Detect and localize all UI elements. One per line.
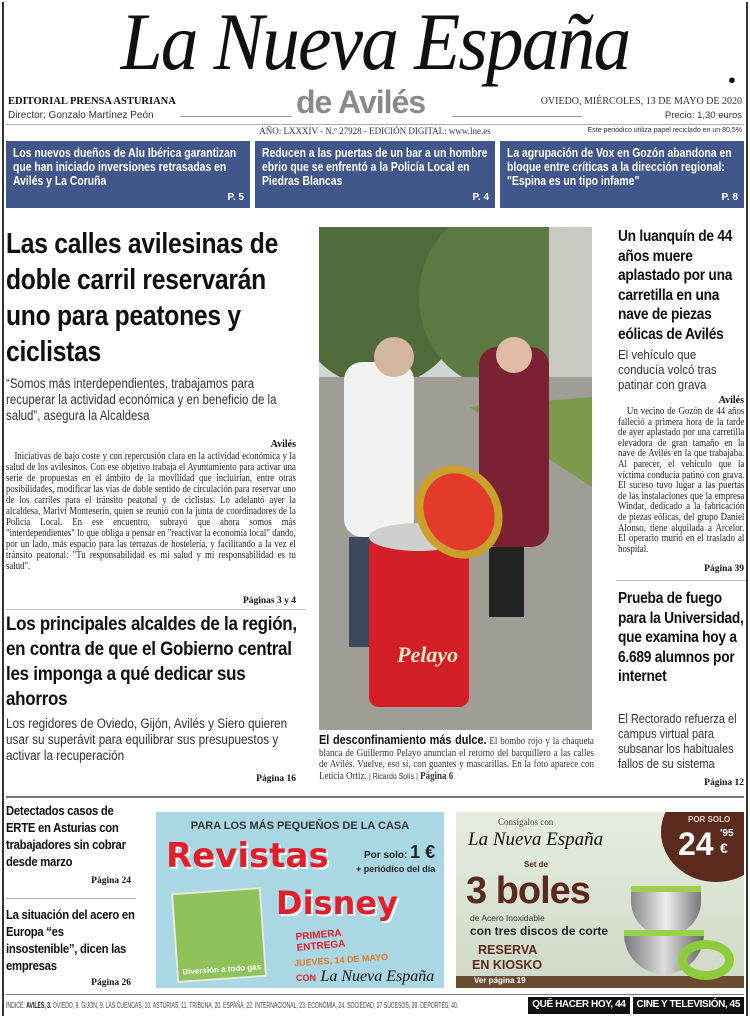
bowl-image	[631, 886, 701, 936]
teaser-bar[interactable]	[255, 141, 495, 208]
teaser-text: Reducen a las puertas de un bar a un hombre ebrio que se enfrentó a la Policía Local en Piedras Blancas	[262, 145, 488, 188]
publisher: EDITORIAL PRENSA ASTURIANA	[8, 96, 176, 107]
ad-boles-reserve1: RESERVA	[478, 943, 538, 957]
ad-disney-top: PARA LOS MÁS PEQUEÑOS DE LA CASA	[190, 820, 410, 832]
lead-pages[interactable]: Páginas 3 y 4	[242, 596, 296, 606]
brief-acero-headline[interactable]: La situación del acero en Europa “es insostenible”, dicen las empresas	[6, 907, 135, 973]
ad-disney-with: CON	[296, 973, 316, 983]
teaser-page: P. 4	[472, 192, 489, 203]
rule	[616, 580, 746, 581]
ad-boles-reserve2: EN KIOSKO	[472, 958, 543, 972]
lead-body: Iniciativas de bajo coste y con repercusión clara en la actividad económica y la salud de los avilesinos. Con ese objetivo trabaja el Ayuntamiento para activar una serie de propuestas en el ámbito de la movilidad que incluirían, entre otras posibilidades, modificar las vías de doble sentido de circulación para reservar uno de los carriles para el tránsito peatonal y de ciclistas. Lo adelantó ayer la alcaldesa, Mariví Monteserín, quien se reunió con la junta de coordinadores de la Policía Local. En ese encuentro, subrayó que ahora somos más "interdependientes" lo que obliga a pensar en "reactivar la economía local" dando, por un lado, más espacio para las terrazas de hostelería, y facilitando a la vez el tránsito peatonal: "Tu responsabilidad es mi salud y mi responsabilidad es tu salud".	[6, 451, 296, 572]
second-subhead: Los regidores de Oviedo, Gijón, Avilés y Siero quieren usar su superávit para equilibrar sus presupuestos y activar la recuperación	[6, 716, 288, 763]
ad-boles-cents: '95	[720, 828, 734, 839]
lid-image	[678, 940, 734, 980]
ad-disney-brand: La Nueva España	[320, 968, 435, 985]
ad-boles-see-page: Ver página 19	[474, 976, 526, 985]
footer-tags	[528, 997, 744, 1014]
drum-text: Pelayo	[397, 642, 459, 667]
footer-rule	[6, 994, 744, 995]
right1-subhead: El vehículo que conducía volcó tras patinar con grava	[618, 347, 717, 392]
rule	[6, 609, 306, 610]
caption-page[interactable]: Página 6	[420, 770, 454, 782]
photo-credit: | Ricardo Solís |	[368, 771, 418, 781]
index-first[interactable]: AVILÉS, 3.	[26, 1001, 52, 1010]
photo-caption	[319, 735, 594, 782]
lead-subhead: “Somos más interdependientes, trabajamos para recuperar la actividad económica y en beneficio de la salud”, asegura la Alcaldesa	[6, 376, 277, 423]
ad-boles-currency: €	[720, 840, 728, 856]
rule	[6, 124, 744, 125]
date: OVIEDO, MIÉRCOLES, 13 DE MAYO DE 2020	[540, 96, 742, 107]
rule	[180, 116, 292, 117]
ad-boles-price-label: POR SOLO	[688, 815, 731, 824]
right2-subhead: El Rectorado refuerza el campus virtual para subsanar los habituales fallos de su sistema	[618, 712, 737, 771]
ad-boles-price: 24	[678, 826, 714, 862]
second-headline[interactable]: Los principales alcaldes de la región, en contra de que el Gobierno central les imponga a qué dedicar sus ahorros	[6, 613, 297, 710]
index	[6, 1001, 518, 1011]
teaser-page: P. 5	[227, 192, 244, 203]
cover-text: Diversión a todo gas	[182, 962, 262, 977]
ad-disney-delivery: PRIMERA ENTREGA	[295, 927, 346, 954]
cine-television-tag[interactable]: CINE Y TELEVISIÓN, 45	[633, 997, 745, 1014]
caption-title: El desconfinamiento más dulce.	[319, 733, 487, 747]
index-label: ÍNDICE:	[6, 1001, 25, 1010]
ad-disney-title2: Disney	[276, 884, 398, 922]
teaser-text: Los nuevos dueños de Alu Ibérica garantizan que han iniciado inversiones retrasadas en Avilés y La Coruña	[13, 145, 237, 188]
caption-text: El bombo rojo y la chaqueta blanca de Guillermo Pelayo anuncian el retorno del barquillero a las calles de Avilés. Vuelve, eso sí, con guantes y mascarillas. En la foto aparece con Leticia Ortiz.	[319, 736, 594, 782]
rule	[6, 898, 136, 899]
right1-headline[interactable]: Un luanquín de 44 años muere aplastado por una carretilla en una nave de piezas eólicas de Avilés	[618, 228, 733, 343]
teaser-alu-iberica[interactable]	[6, 141, 250, 208]
brief-erte-headline[interactable]: Detectados casos de ERTE en Asturias con trabajadores sin cobrar desde marzo	[6, 803, 126, 869]
recycled-note: Este periódico utiliza papel reciclado en un 80,5%	[587, 127, 742, 134]
ad-disney-title1: Revistas	[166, 836, 329, 876]
right2-page[interactable]: Página 12	[704, 778, 744, 788]
right1-body: Un vecino de Gozón de 44 años falleció a primera hora de la tarde de ayer aplastado por una carretilla elevadora de gran tamaño en la nave de Avilés en la que trabajaba. Al parecer, el vehículo que la víctima conducía patinó con grava. El suceso tuvo lugar a las puertas de las instalaciones que la empresa Windar, dedicado a la fabricación de piezas eólicas, del grupo Daniel Alonso, tiene alquilada a Arcelor. El operario murió en el traslado al hospital.	[618, 406, 745, 555]
ad-revistas-disney[interactable]	[156, 812, 444, 988]
rule	[452, 116, 582, 117]
ad-boles-detail: con tres discos de corte	[470, 924, 609, 938]
issue-info: AÑO: LXXXIV - N.º 27928 - EDICIÓN DIGITAL: www.lne.es	[259, 126, 491, 136]
masthead-title: La Nueva España	[120, 0, 630, 87]
logo-mark-icon: ●	[728, 72, 736, 87]
ad-boles-set: Set de	[524, 860, 549, 869]
main-photo[interactable]	[319, 227, 592, 730]
ad-disney-price-note: + periódico del día	[356, 864, 436, 874]
right1-byline: Avilés	[718, 395, 744, 406]
director: Director: Gonzalo Martínez Peón	[8, 110, 154, 121]
barquillero-photo	[319, 227, 592, 730]
brief-erte-page[interactable]: Página 24	[91, 876, 131, 886]
magazine-cover-image	[171, 887, 267, 983]
index-rest[interactable]: OVIEDO, 9. GIJÓN, 9. LAS CUENCAS, 10. ASTURIAS, 11. TRIBUNA, 20. ESPAÑA, 22. INTERNACIONAL, 23. ECONOMÍA, 24. SOCIEDAD, 27 SUCESOS, 39. DEPORTES, 40.	[52, 1001, 459, 1010]
second-page[interactable]: Página 16	[256, 774, 296, 784]
teaser-text: La agrupación de Vox en Gozón abandona en bloque entre críticas a la dirección regional: "Espina es un tipo infame"	[507, 145, 732, 188]
ad-boles-title: 3 boles	[466, 870, 590, 912]
ad-boles[interactable]	[456, 812, 744, 988]
teaser-vox[interactable]	[500, 141, 744, 208]
ad-disney-date: JUEVES, 14 DE MAYO	[293, 951, 389, 969]
section-rule	[6, 796, 744, 798]
ad-disney-price: 1 €	[410, 842, 436, 862]
edition-title: de Avilés	[296, 84, 426, 120]
price: Precio: 1,30 euros	[664, 110, 742, 121]
ad-boles-consigalos: Consígalos con	[498, 817, 554, 827]
right1-page[interactable]: Página 39	[704, 564, 744, 574]
brief-acero-page[interactable]: Página 26	[91, 978, 131, 988]
lead-byline: Avilés	[270, 439, 296, 450]
ad-boles-material: de Acero Inoxidable	[470, 913, 545, 923]
ad-boles-brand: La Nueva España	[468, 829, 604, 850]
right2-headline[interactable]: Prueba de fuego para la Universidad, que examina hoy a 6.689 alumnos por internet	[618, 590, 744, 685]
que-hacer-hoy-tag[interactable]: QUÉ HACER HOY, 44	[528, 997, 629, 1014]
lead-headline[interactable]: Las calles avilesinas de doble carril reservarán uno para peatones y ciclistas	[6, 228, 279, 368]
ad-disney-price-label: Por solo:	[364, 850, 408, 861]
teaser-page: P. 8	[721, 192, 738, 203]
